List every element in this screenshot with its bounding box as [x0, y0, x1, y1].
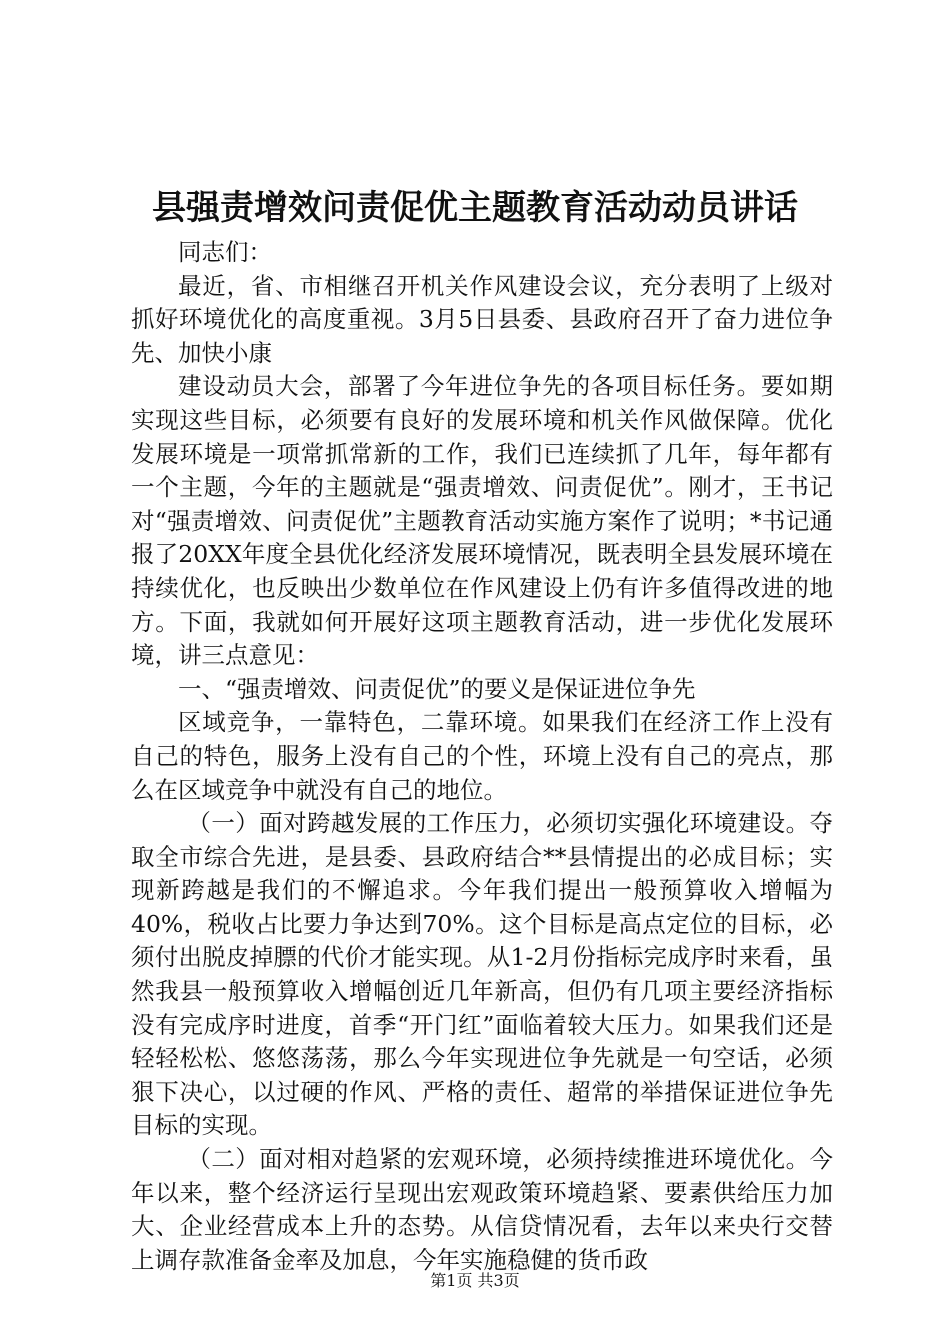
paragraph-3: 区域竞争，一靠特色，二靠环境。如果我们在经济工作上没有自己的特色，服务上没有自己的个性，环境上没有自己的亮点，那么在区域竞争中就没有自己的地位。: [131, 708, 833, 804]
document-body: [131, 236, 833, 1277]
page-footer: 第1页 共3页: [430, 1271, 520, 1290]
subsection-1: （一）面对跨越发展的工作压力，必须切实强化环境建设。夺取全市综合先进，是县委、县政府结合**县情提出的必成目标；实现新跨越是我们的不懈追求。今年我们提出一般预算收入增幅为40%，税收占比要力争达到70%。这个目标是高点定位的目标，必须付出脱皮掉膘的代价才能实现。从1-2月份指标完成序时来看，虽然我县一般预算收入增幅创近几年新高，但仍有几项主要经济指标没有完成序时进度，首季“开门红”面临着较大压力。如果我们还是轻轻松松、悠悠荡荡，那么今年实现进位争先就是一句空话，必须狠下决心，以过硬的作风、严格的责任、超常的举措保证进位争先目标的实现。: [131, 809, 833, 1140]
paragraph-1: 最近，省、市相继召开机关作风建设会议，充分表明了上级对抓好环境优化的高度重视。3月5日县委、县政府召开了奋力进位争先、加快小康: [131, 271, 833, 367]
document-title: 县强责增效问责促优主题教育活动动员讲话: [152, 188, 798, 228]
section-heading-1: 一、“强责增效、问责促优”的要义是保证进位争先: [178, 674, 696, 703]
salutation: 同志们：: [178, 238, 272, 266]
subsection-2: （二）面对相对趋紧的宏观环境，必须持续推进环境优化。今年以来，整个经济运行呈现出宏观政策环境趋紧、要素供给压力加大、企业经营成本上升的态势。从信贷情况看，去年以来央行交替上调存款准备金率及加息，今年实施稳健的货币政: [131, 1145, 833, 1274]
paragraph-2: 建设动员大会，部署了今年进位争先的各项目标任务。要如期实现这些目标，必须要有良好的发展环境和机关作风做保障。优化发展环境是一项常抓常新的工作，我们已连续抓了几年，每年都有一个主题，今年的主题就是“强责增效、问责促优”。刚才，王书记对“强责增效、问责促优”主题教育活动实施方案作了说明；*书记通报了20XX年度全县优化经济发展环境情况，既表明全县发展环境在持续优化，也反映出少数单位在作风建设上仍有许多值得改进的地方。下面，我就如何开展好这项主题教育活动，进一步优化发展环境，讲三点意见：: [131, 372, 833, 670]
